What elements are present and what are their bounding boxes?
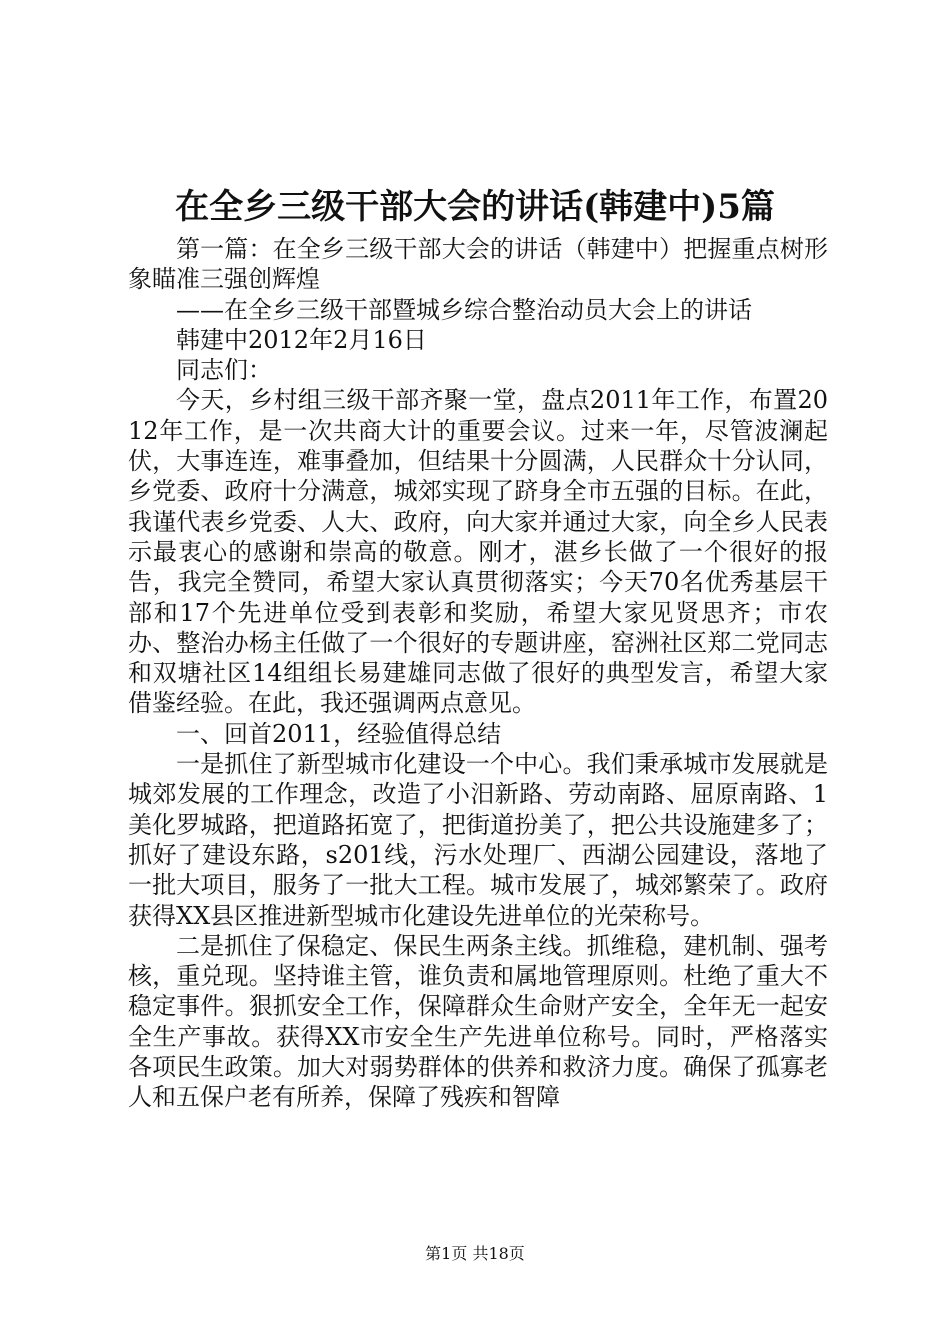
- paragraph-intro: 今天，乡村组三级干部齐聚一堂，盘点2011年工作，布置2012年工作，是一次共商大计的重要会议。过来一年，尽管波澜起伏，大事连连，难事叠加，但结果十分圆满，人民群众十分认同，乡党委、政府十分满意，城郊实现了跻身全市五强的目标。在此，我谨代表乡党委、人大、政府，向大家并通过大家，向全乡人民表示最衷心的感谢和崇高的敬意。刚才，湛乡长做了一个很好的报告，我完全赞同，希望大家认真贯彻落实；今天70名优秀基层干部和17个先进单位受到表彰和奖励，希望大家见贤思齐；市农办、整治办杨主任做了一个很好的专题讲座，窑洲社区郑二党同志和双塘社区14组组长易建雄同志做了很好的典型发言，希望大家借鉴经验。在此，我还强调两点意见。: [128, 386, 828, 718]
- paragraph-subtitle: ——在全乡三级干部暨城乡综合整治动员大会上的讲话: [176, 295, 752, 324]
- paragraph-author-date: 韩建中2012年2月16日: [176, 325, 427, 354]
- paragraph-salutation: 同志们：: [176, 356, 272, 385]
- page-footer: 第1页 共18页: [425, 1244, 525, 1263]
- paragraph-point-one: 一是抓住了新型城市化建设一个中心。我们秉承城市发展就是城郊发展的工作理念，改造了小汨新路、劳动南路、屈原南路、1美化罗城路，把道路拓宽了，把街道扮美了，把公共设施建多了；抓好了建设东路，s201线，污水处理厂、西湖公园建设，落地了一批大项目，服务了一批大工程。城市发展了，城郊繁荣了。政府获得XX县区推进新型城市化建设先进单位的光荣称号。: [128, 750, 828, 930]
- paragraph-heading: 第一篇：在全乡三级干部大会的讲话（韩建中）把握重点树形象瞄准三强创辉煌: [128, 235, 828, 294]
- document-title: 在全乡三级干部大会的讲话(韩建中)5篇: [175, 187, 775, 227]
- paragraph-point-two: 二是抓住了保稳定、保民生两条主线。抓维稳，建机制、强考核，重兑现。坚持谁主管，谁负责和属地管理原则。杜绝了重大不稳定事件。狠抓安全工作，保障群众生命财产安全，全年无一起安全生产事故。获得XX市安全生产先进单位称号。同时，严格落实各项民生政策。加大对弱势群体的供养和救济力度。确保了孤寡老人和五保户老有所养，保障了残疾和智障: [128, 931, 828, 1112]
- paragraph-section-heading: 一、回首2011，经验值得总结: [176, 719, 502, 748]
- document-body: [128, 234, 828, 1113]
